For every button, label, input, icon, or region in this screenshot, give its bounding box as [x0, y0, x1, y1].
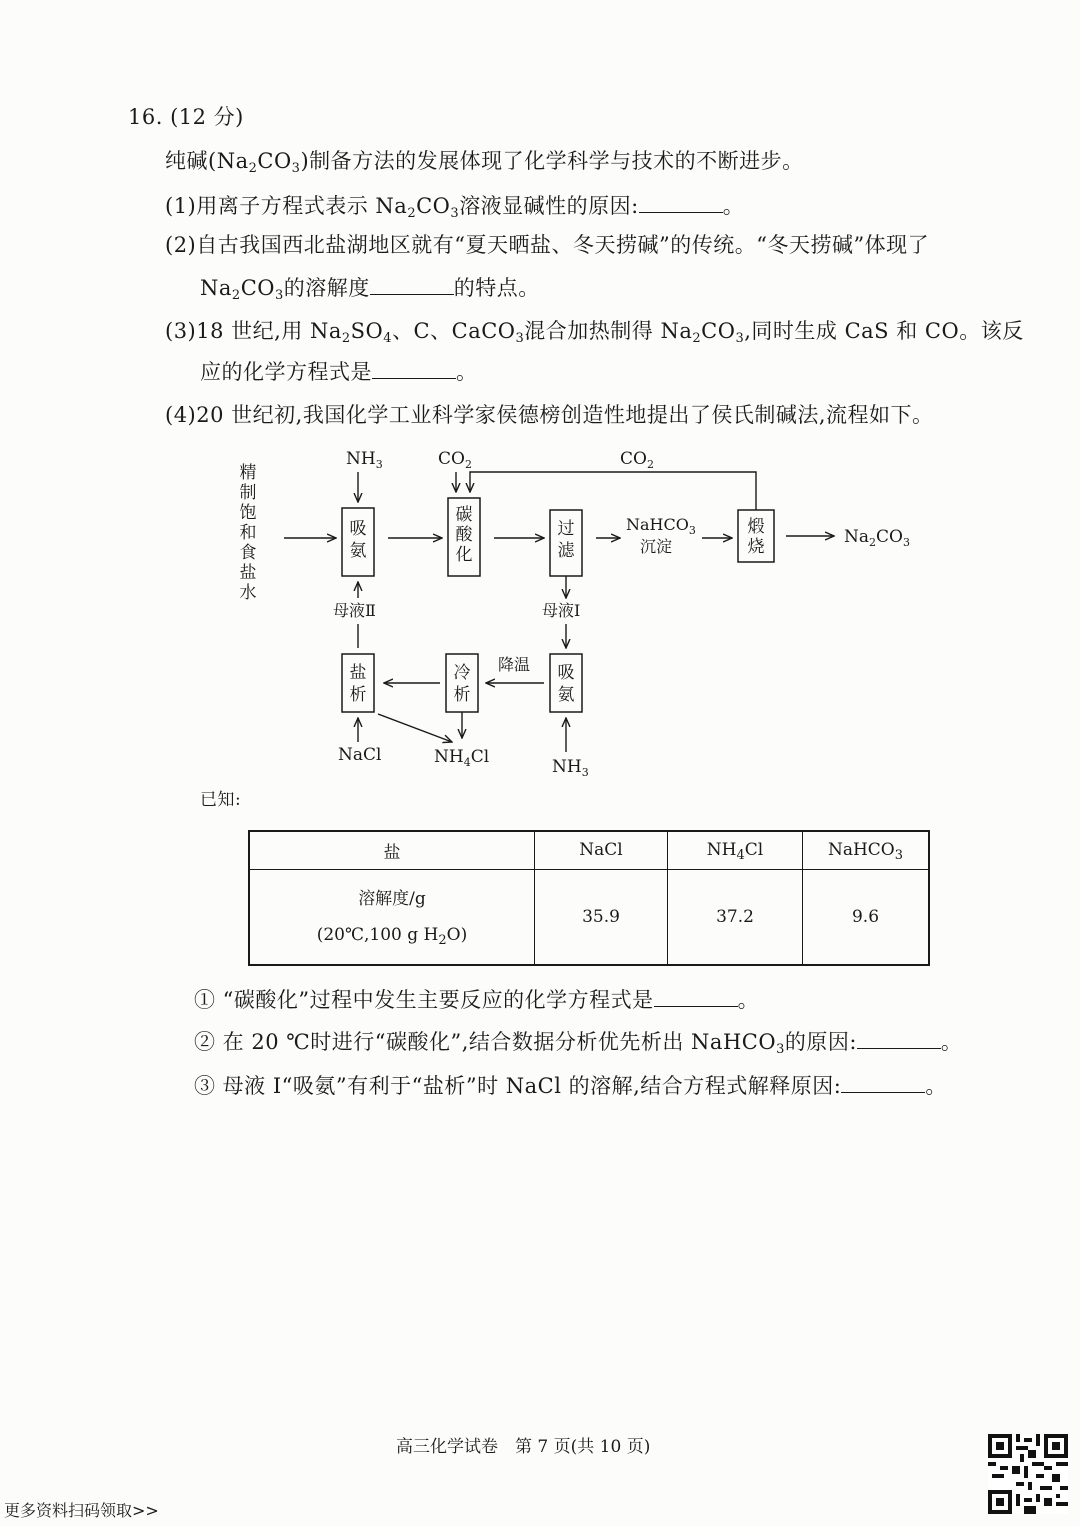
mother-liquor-2-label: 母液Ⅱ [333, 601, 376, 620]
header-nh4cl: $NH_4Cl$ [668, 831, 803, 869]
svg-text:食: 食 [239, 543, 257, 563]
box-absorb-ammonia-1-char2: 氨 [349, 541, 367, 561]
value-nacl: 35.9 [535, 869, 668, 965]
table-row [249, 869, 929, 965]
sub-question-3-line1: (3)18 世纪,用 $Na_2SO_4$、C、CaCO$_3$混合加热制得 $Na_2CO_3$,同时生成 CaS 和 CO。该反 [165, 319, 1024, 346]
box-filter-char2: 滤 [557, 541, 575, 561]
box-cool-crystallize-char1: 冷 [453, 663, 471, 683]
sub-question-3-line2: 应的化学方程式是 。 [200, 356, 478, 387]
product-label: $Na_2CO_3$ [844, 527, 910, 549]
arrow-co2-recycle [470, 472, 756, 510]
svg-text:水: 水 [239, 583, 257, 603]
table-header-row [249, 831, 929, 869]
box-carbonation-char3: 化 [455, 545, 473, 565]
box-cool-crystallize-char2: 析 [453, 685, 471, 705]
qr-code-icon[interactable] [988, 1434, 1068, 1514]
sub-question-1: (1)用离子方程式表示 $Na_2CO_3$溶液显碱性的原因: 。 [165, 190, 744, 221]
arrow-saltout-to-nh4cl [378, 714, 452, 742]
svg-text:精: 精 [239, 463, 257, 483]
sub-question-2-line1: (2)自古我国西北盐湖地区就有“夏天晒盐、冬天捞碱”的传统。“冬天捞碱”体现了 [165, 233, 930, 257]
box-salting-out-char1: 盐 [349, 663, 367, 683]
co2-input-top: $CO_2$ [438, 449, 472, 471]
box-calcine-char2: 烧 [747, 537, 765, 557]
box-calcine-char1: 煅 [747, 517, 765, 537]
sub-question-4-3: ③ 母液 I“吸氨”有利于“盐析”时 NaCl 的溶解,结合方程式解释原因: 。 [194, 1070, 947, 1101]
box-carbonation-char1: 碳 [455, 505, 473, 525]
nacl-input-label: NaCl [338, 745, 382, 765]
header-nahco3: NaHCO$_3$ [803, 831, 930, 869]
precipitate-label-2: 沉淀 [640, 537, 673, 556]
promo-link[interactable]: 更多资料扫码领取>> [4, 1501, 159, 1520]
question-score: (12 分) [170, 105, 244, 129]
box-carbonation-char2: 酸 [455, 525, 473, 545]
svg-text:和: 和 [239, 523, 257, 543]
answer-blank-3[interactable] [372, 356, 456, 379]
sub-question-4: (4)20 世纪初,我国化学工业科学家侯德榜创造性地提出了侯氏制碱法,流程如下。 [165, 403, 934, 427]
page-footer: 高三化学试卷 第 7 页(共 10 页) [396, 1437, 651, 1457]
value-nahco3: 9.6 [803, 869, 930, 965]
row-label-solubility: 溶解度/g (20℃,100 g $H_2O$) [249, 869, 535, 965]
known-label: 已知: [200, 790, 242, 810]
box-absorb-ammonia-2-char2: 氨 [557, 685, 575, 705]
header-nacl: NaCl [535, 831, 668, 869]
nh3-input-top: $NH_3$ [346, 449, 383, 471]
nh3-input-bottom: $NH_3$ [552, 757, 589, 778]
sub-question-4-1: ① “碳酸化”过程中发生主要反应的化学方程式是 。 [194, 984, 759, 1015]
header-salt: 盐 [249, 831, 535, 869]
solubility-table [248, 830, 930, 966]
lower-temperature-label: 降温 [498, 655, 531, 674]
feed-label-brine [240, 463, 257, 603]
nh4cl-output-label: $NH_4Cl$ [434, 747, 490, 769]
svg-text:制: 制 [239, 483, 257, 503]
answer-blank-4-3[interactable] [841, 1070, 925, 1093]
sub-question-4-2: ② 在 20 ℃时进行“碳酸化”,结合数据分析优先析出 NaHCO$_3$的原因: 。 [194, 1026, 962, 1057]
box-absorb-ammonia-1-char1: 吸 [349, 519, 367, 539]
box-filter-char1: 过 [557, 519, 575, 539]
answer-blank-4-2[interactable] [857, 1026, 941, 1049]
question-number: 16. (12 分) [128, 105, 244, 129]
precipitate-label: NaHCO$_3$ [626, 515, 696, 537]
svg-text:饱: 饱 [239, 503, 257, 523]
co2-recycle-label: $CO_2$ [620, 449, 654, 471]
box-absorb-ammonia-2-char1: 吸 [557, 663, 575, 683]
svg-text:盐: 盐 [239, 563, 257, 583]
box-salting-out-char2: 析 [349, 685, 367, 705]
question-intro: 纯碱$(Na_2CO_3)$制备方法的发展体现了化学科学与技术的不断进步。 [165, 149, 804, 176]
process-flowchart [230, 438, 950, 778]
value-nh4cl: 37.2 [668, 869, 803, 965]
answer-blank-1[interactable] [639, 190, 723, 213]
mother-liquor-1-label: 母液Ⅰ [542, 601, 581, 620]
answer-blank-4-1[interactable] [654, 984, 738, 1007]
answer-blank-2[interactable] [370, 272, 454, 295]
sub-question-2-line2: $Na_2CO_3$的溶解度 的特点。 [200, 272, 540, 303]
